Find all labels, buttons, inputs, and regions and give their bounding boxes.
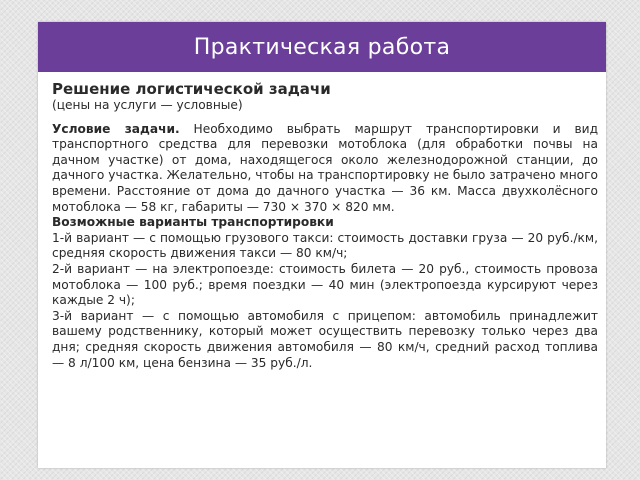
document-subtitle: (цены на услуги — условные)	[52, 98, 243, 112]
task-condition-text: Необходимо выбрать маршрут транспортировки и вид транспортного средства для перевозки мотоблока (для обработки почвы на дачном участке) от дома, находящегося около железнодорожной станции, до дачного участка. Желательно, чтобы на транспортировку не было затрачено много времени. Расстояние от дома до дачного участка — 36 км. Масса двухколёсного мотоблока — 58 кг, габариты — 730 × 370 × 820 мм.	[52, 121, 599, 214]
variant-1: 1-й вариант — с помощью грузового такси: стоимость доставки груза — 20 руб./км, средняя скорость движения такси — 80 км/ч;	[52, 230, 598, 261]
task-condition-label: Условие задачи.	[52, 121, 180, 136]
slide	[38, 22, 606, 468]
title-divider	[38, 72, 606, 75]
variants-heading: Возможные варианты транспортировки	[52, 215, 334, 230]
slide-title-bar	[38, 22, 606, 72]
task-condition	[52, 122, 598, 216]
variant-2: 2-й вариант — на электропоезде: стоимость билета — 20 руб., стоимость провоза мотоблока — 100 руб.; время поездки — 40 мин (электропоезда курсируют через каждые 2 ч);	[52, 261, 598, 308]
slide-title: Практическая работа	[193, 34, 451, 60]
document-title: Решение логистической задачи	[52, 80, 331, 98]
document-content	[52, 80, 598, 371]
variant-3: 3-й вариант — с помощью автомобиля с прицепом: автомобиль принадлежит вашему родственнику, который может осуществить перевозку только через два дня; средняя скорость движения автомобиля — 80 км/ч, средний расход топлива — 8 л/100 км, цена бензина — 35 руб./л.	[52, 308, 598, 370]
